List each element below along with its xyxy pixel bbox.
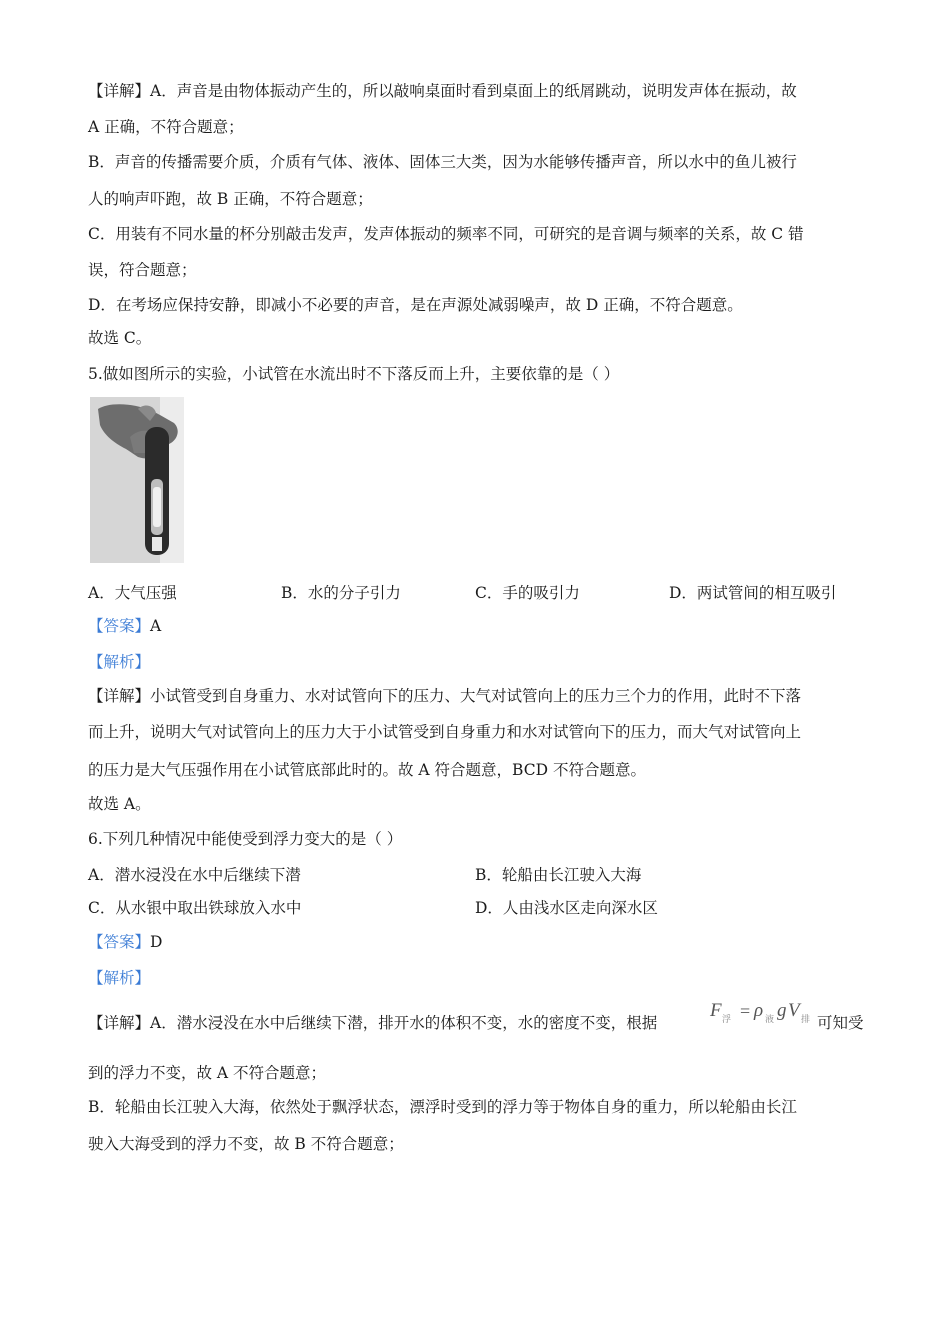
option-c: C．手的吸引力 xyxy=(475,584,580,602)
answer-tag: 【答案】 xyxy=(88,933,151,951)
detail-line: 的压力是大气压强作用在小试管底部此时的。故 A 符合题意，BCD 不符合题意。 xyxy=(88,761,646,779)
detail-line: B．轮船由长江驶入大海，依然处于飘浮状态，漂浮时受到的浮力等于物体自身的重力，所以轮船由长江 xyxy=(88,1098,797,1116)
test-tube-figure xyxy=(90,397,184,563)
answer-value: A xyxy=(150,617,162,635)
detail-line: 【详解】A．潜水浸没在水中后继续下潜，排开水的体积不变，水的密度不变，根据 xyxy=(88,1014,658,1032)
answer-line xyxy=(88,616,161,636)
detail-line: 驶入大海受到的浮力不变，故 B 不符合题意； xyxy=(88,1135,404,1153)
option-d: D．人由浅水区走向深水区 xyxy=(475,899,658,917)
hand-test-tube-illustration xyxy=(90,397,184,563)
formula-f: F xyxy=(710,1000,722,1021)
formula-v: V xyxy=(788,1000,800,1021)
detail-line: 人的响声吓跑，故 B 正确，不符合题意； xyxy=(88,190,373,208)
answer-tag: 【答案】 xyxy=(88,617,151,635)
buoyancy-formula xyxy=(710,1000,814,1040)
formula-eq: = xyxy=(740,1001,751,1021)
option-a: A．大气压强 xyxy=(88,584,177,602)
option-d: D．两试管间的相互吸引 xyxy=(669,584,837,602)
conclusion-line: 故选 A。 xyxy=(88,795,151,813)
detail-line-tail: 可知受 xyxy=(817,1014,864,1032)
detail-line: 误，符合题意； xyxy=(88,261,197,279)
conclusion-line: 故选 C。 xyxy=(88,329,152,347)
detail-line: 【详解】小试管受到自身重力、水对试管向下的压力、大气对试管向上的压力三个力的作用，此时不下落 xyxy=(88,687,802,705)
detail-line: D．在考场应保持安静，即减小不必要的声音，是在声源处减弱噪声，故 D 正确，不符合题意。 xyxy=(88,296,743,314)
option-b: B．水的分子引力 xyxy=(281,584,401,602)
option-c: C．从水银中取出铁球放入水中 xyxy=(88,899,302,917)
detail-line: 【详解】A．声音是由物体振动产生的，所以敲响桌面时看到桌面上的纸屑跳动，说明发声体在振动，故 xyxy=(88,82,797,100)
answer-value: D xyxy=(150,933,163,951)
analysis-tag: 【解析】 xyxy=(88,969,151,987)
analysis-tag: 【解析】 xyxy=(88,653,151,671)
option-b: B．轮船由长江驶入大海 xyxy=(475,866,642,884)
answer-line xyxy=(88,932,162,952)
question-text: 5.做如图所示的实验，小试管在水流出时不下落反而上升，主要依靠的是（ ） xyxy=(88,365,620,383)
formula-g: g xyxy=(777,1000,787,1021)
question-text: 6.下列几种情况中能使受到浮力变大的是（ ） xyxy=(88,830,403,848)
formula-sub-v: 排 xyxy=(801,1014,811,1024)
option-a: A．潜水浸没在水中后继续下潜 xyxy=(88,866,301,884)
detail-line: C．用装有不同水量的杯分别敲击发声，发声体振动的频率不同，可研究的是音调与频率的关系，故 C 错 xyxy=(88,225,804,243)
formula-sub-rho: 液 xyxy=(765,1014,775,1024)
detail-line: 到的浮力不变，故 A 不符合题意； xyxy=(88,1064,327,1082)
detail-line: 而上升，说明大气对试管向上的压力大于小试管受到自身重力和水对试管向下的压力，而大气对试管向上 xyxy=(88,723,802,741)
formula-rho: ρ xyxy=(754,1000,764,1021)
detail-line: B．声音的传播需要介质，介质有气体、液体、固体三大类，因为水能够传播声音，所以水中的鱼儿被行 xyxy=(88,153,797,171)
formula-sub-f: 浮 xyxy=(722,1014,732,1024)
detail-line: A 正确，不符合题意； xyxy=(88,118,244,136)
